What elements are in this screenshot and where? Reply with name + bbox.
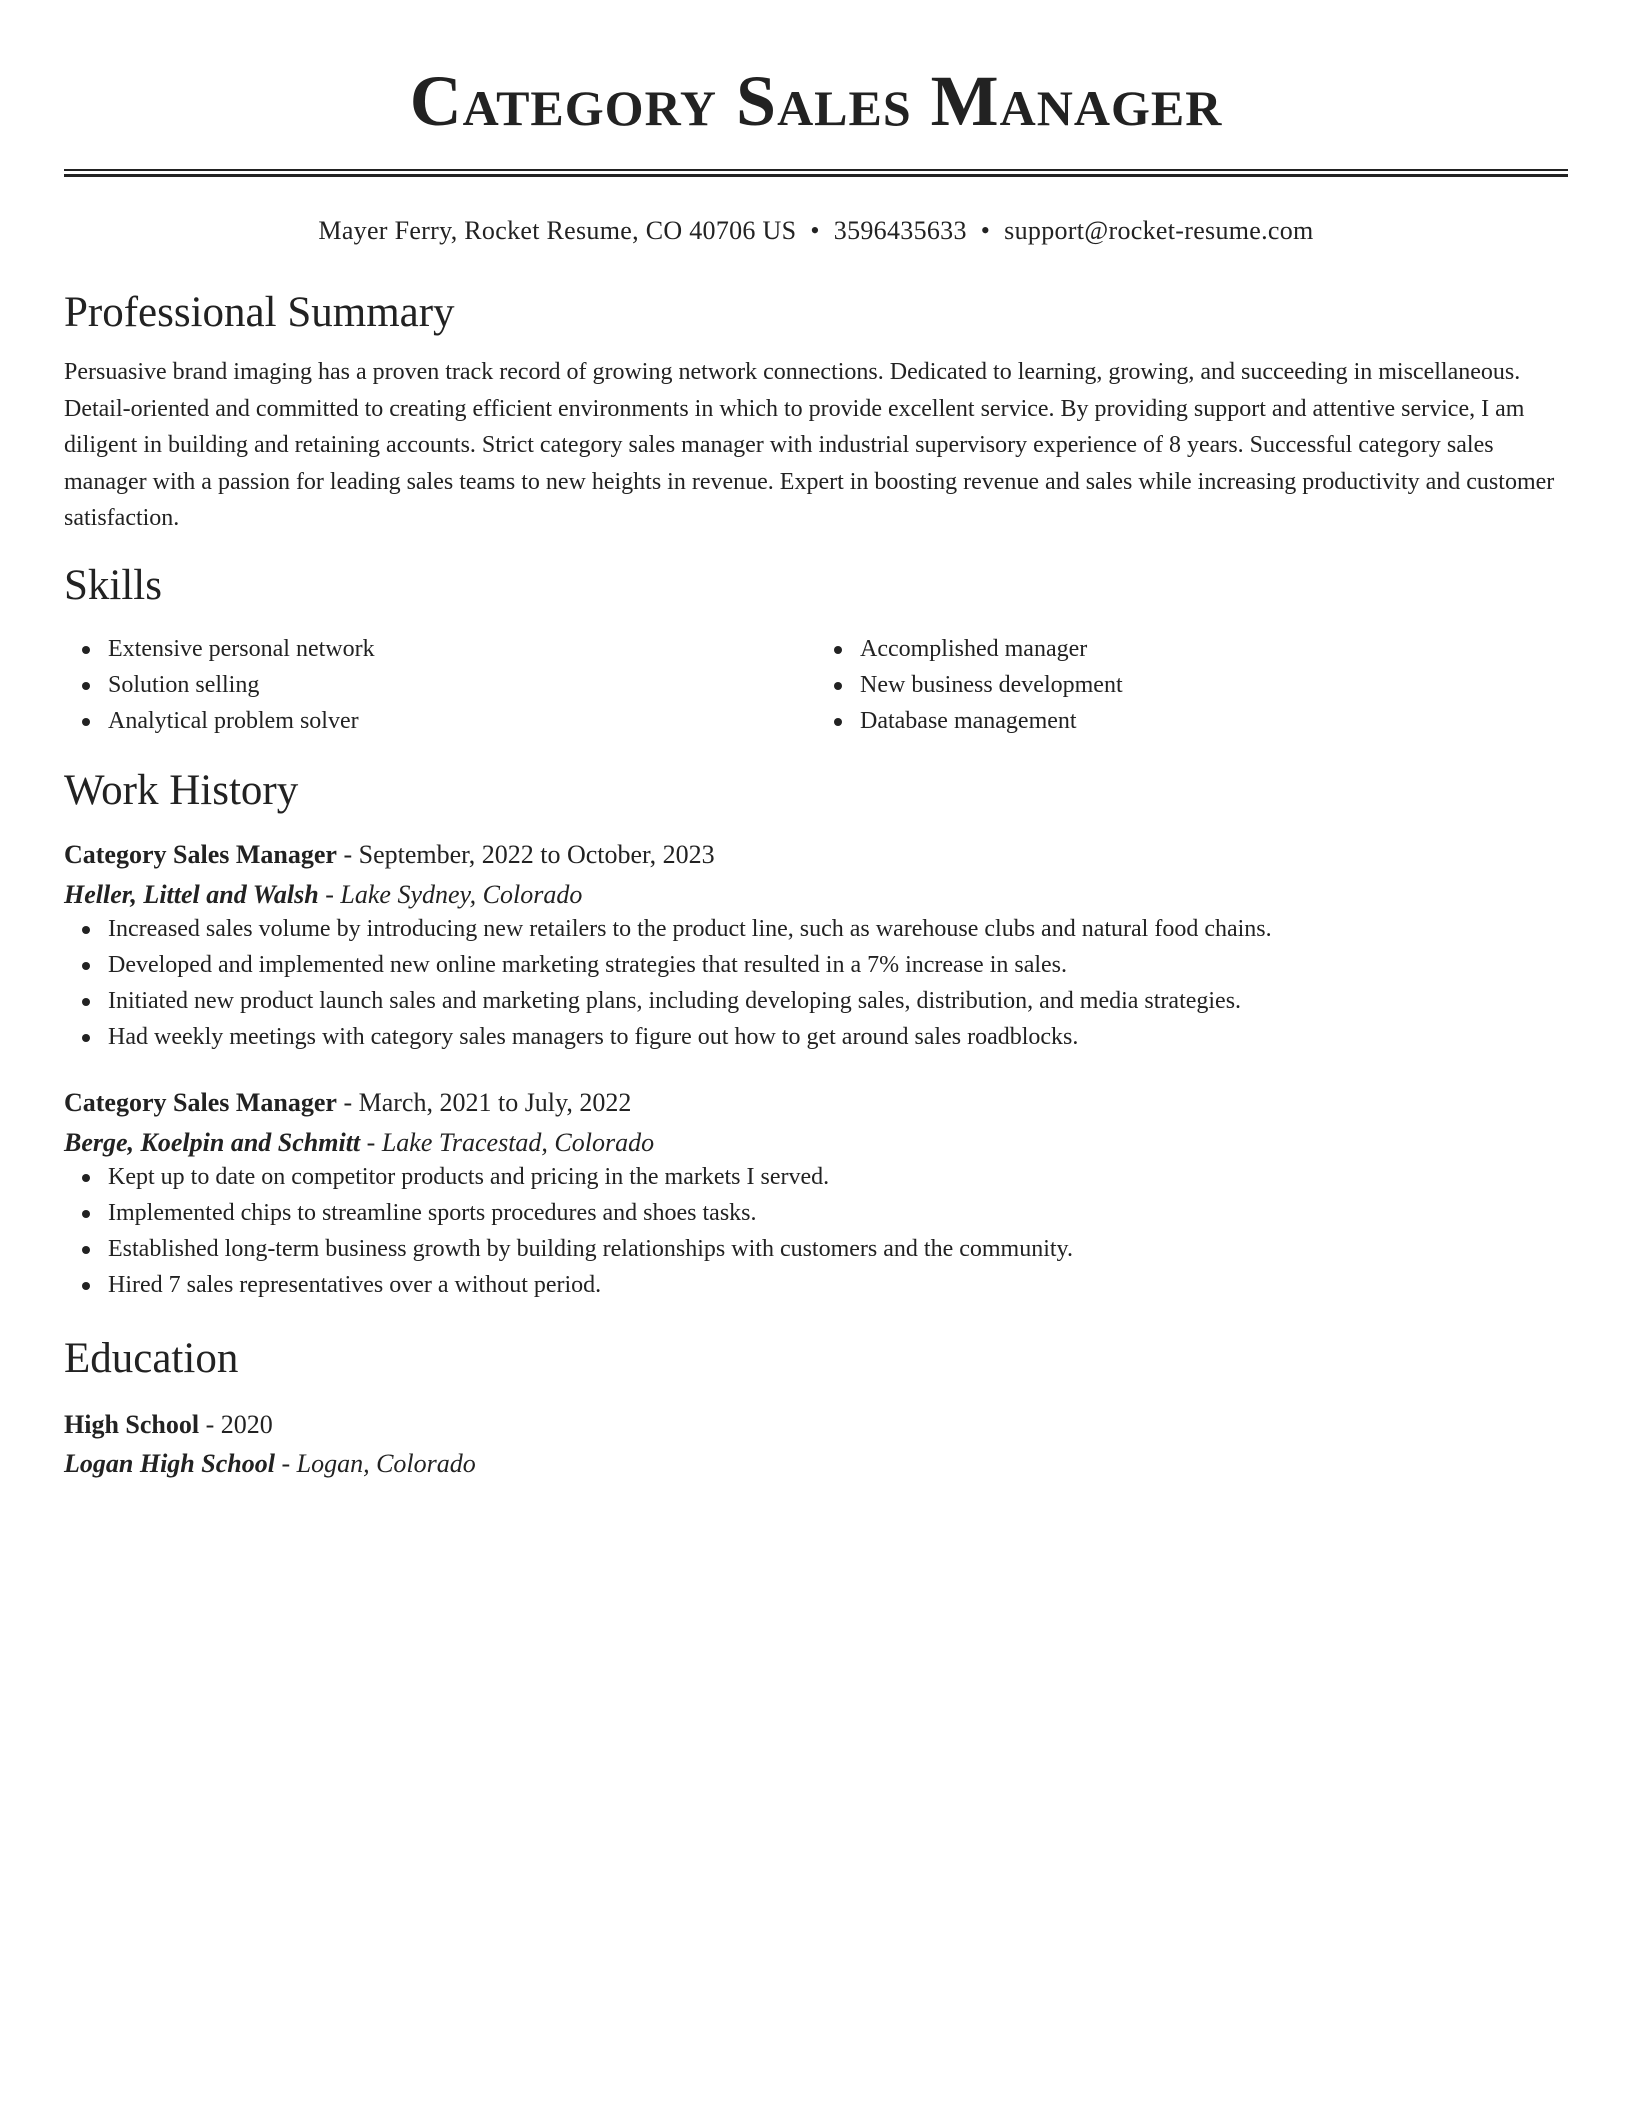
job-bullet: Initiated new product launch sales and marketing plans, including developing sales, distribution, and media strategies. xyxy=(108,983,1568,1019)
job-bullets xyxy=(64,1159,1568,1303)
skills-right-column xyxy=(816,631,1568,739)
education-year: 2020 xyxy=(220,1409,273,1439)
job-dash: - xyxy=(336,1087,359,1117)
education-school: Logan High School xyxy=(64,1448,275,1478)
job-dash: - xyxy=(336,839,359,869)
company-location: Lake Sydney, Colorado xyxy=(340,879,583,909)
job-header xyxy=(64,1087,1568,1119)
job-bullet: Increased sales volume by introducing new retailers to the product line, such as warehouse clubs and natural food chains. xyxy=(108,911,1568,947)
education-school-line xyxy=(64,1448,1568,1480)
resume-name: Category Sales Manager xyxy=(409,61,1223,141)
job-dates: March, 2021 to July, 2022 xyxy=(358,1087,632,1117)
summary-text: Persuasive brand imaging has a proven track record of growing network connections. Dedicated to learning, growing, and succeeding in miscellaneous. Detail-oriented and committed to creating efficient environments in which to provide excellent service. By providing support and attentive service, I am diligent in building and retaining accounts. Strict category sales manager with industrial supervisory experience of 8 years. Successful category sales manager with a passion for leading sales teams to new heights in revenue. Expert in boosting revenue and sales while increasing productivity and customer satisfaction. xyxy=(64,359,1555,531)
company-name: Berge, Koelpin and Schmitt xyxy=(64,1127,361,1157)
job-bullet: Developed and implemented new online marketing strategies that resulted in a 7% increase in sales. xyxy=(108,947,1568,983)
job-dates: September, 2022 to October, 2023 xyxy=(358,839,715,869)
company-name: Heller, Littel and Walsh xyxy=(64,879,319,909)
summary-heading: Professional Summary xyxy=(64,289,455,336)
skill-item: Solution selling xyxy=(108,667,816,703)
skill-item: Analytical problem solver xyxy=(108,703,816,739)
education-heading: Education xyxy=(64,1334,239,1382)
contact-line xyxy=(64,215,1568,247)
job-entry xyxy=(64,1087,1568,1303)
contact-email: support@rocket-resume.com xyxy=(1004,216,1314,245)
skills-heading: Skills xyxy=(64,561,162,609)
contact-separator: • xyxy=(980,216,991,245)
education-degree: High School xyxy=(64,1409,200,1439)
job-bullet: Had weekly meetings with category sales managers to figure out how to get around sales roadblocks. xyxy=(108,1019,1568,1055)
company-dash: - xyxy=(318,879,341,909)
job-bullet: Hired 7 sales representatives over a without period. xyxy=(108,1267,1568,1303)
job-title: Category Sales Manager xyxy=(64,1087,337,1117)
job-bullet: Implemented chips to streamline sports procedures and shoes tasks. xyxy=(108,1195,1568,1231)
skill-item: Accomplished manager xyxy=(860,631,1568,667)
company-line xyxy=(64,879,1568,911)
company-location: Lake Tracestad, Colorado xyxy=(381,1127,655,1157)
job-entry xyxy=(64,839,1568,1055)
education-dash: - xyxy=(199,1409,221,1439)
job-bullets xyxy=(64,911,1568,1055)
skill-item: Extensive personal network xyxy=(108,631,816,667)
company-line xyxy=(64,1127,1568,1159)
job-bullet: Kept up to date on competitor products and pricing in the markets I served. xyxy=(108,1159,1568,1195)
job-header xyxy=(64,839,1568,871)
skill-item: New business development xyxy=(860,667,1568,703)
skill-item: Database management xyxy=(860,703,1568,739)
job-bullet: Established long-term business growth by building relationships with customers and the community. xyxy=(108,1231,1568,1267)
skills-grid xyxy=(64,631,1568,739)
work-history-heading: Work History xyxy=(64,766,299,814)
job-title: Category Sales Manager xyxy=(64,839,337,869)
contact-address: Mayer Ferry, Rocket Resume, CO 40706 US xyxy=(318,216,797,245)
education-school-dash: - xyxy=(274,1448,297,1478)
contact-separator: • xyxy=(810,216,820,245)
education-header xyxy=(64,1409,1568,1441)
contact-phone: 3596435633 xyxy=(833,216,967,245)
company-dash: - xyxy=(360,1127,382,1157)
header-divider xyxy=(64,169,1568,177)
skills-left-column xyxy=(64,631,816,739)
education-location: Logan, Colorado xyxy=(296,1448,476,1478)
